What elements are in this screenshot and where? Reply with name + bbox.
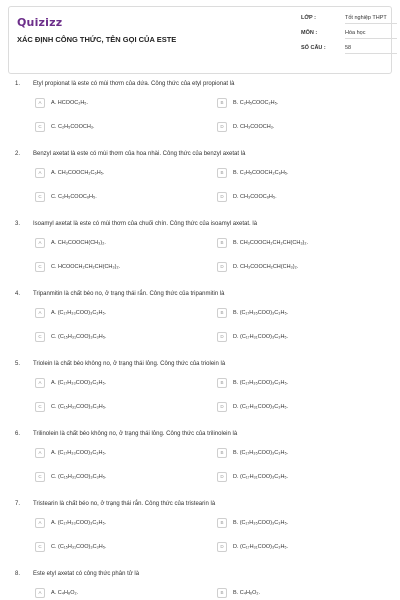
option-letter-box[interactable]: B [217,168,227,178]
option-letter-box[interactable]: A [35,448,45,458]
option-text: A. C₄H₈O₂. [51,589,79,596]
answer-option-d[interactable] [217,191,277,202]
answer-option-b[interactable] [217,377,288,388]
question-number: 8. [15,571,21,577]
option-letter-box[interactable]: D [217,332,227,342]
question-text: Este etyl axetat có công thức phân tử là [33,571,140,577]
option-letter-box[interactable]: C [35,402,45,412]
option-letter-box[interactable]: D [217,122,227,132]
question-count-label: SỐ CÂU : [301,45,326,51]
option-letter-box[interactable]: B [217,238,227,248]
option-letter-box[interactable]: C [35,262,45,272]
option-text: A. (C₁₇H₃₃COO)₃C₃H₅. [51,449,107,456]
option-text: A. (C₁₇H₃₃COO)₃C₃H₅. [51,309,107,316]
answer-option-a[interactable] [35,377,106,388]
option-letter-box[interactable]: A [35,168,45,178]
option-letter-box[interactable]: A [35,518,45,528]
option-letter-box[interactable]: A [35,588,45,598]
question-number: 7. [15,501,21,507]
answer-option-c[interactable] [35,261,120,272]
option-letter-box[interactable]: A [35,238,45,248]
option-text: C. HCOOCH₂CH₂CH(CH₃)₂. [51,263,121,270]
question-text: Benzyl axetat là este có mùi thơm của hoa nhài. Công thức của benzyl axetat là [33,151,246,157]
answer-option-a[interactable] [35,447,106,458]
option-text: D. CH₃COOCH₃. [233,123,275,130]
option-text: C. (C₁₅H₃₁COO)₃C₃H₅. [51,403,107,410]
question-item [0,568,400,600]
class-value: Tốt nghiệp THPT [345,15,397,24]
answer-option-d[interactable] [217,261,298,272]
worksheet-meta [301,15,397,60]
option-text: C. (C₁₅H₃₁COO)₃C₃H₅. [51,473,107,480]
answer-option-c[interactable] [35,191,97,202]
option-letter-box[interactable]: D [217,472,227,482]
answer-option-b[interactable] [217,307,288,318]
option-letter-box[interactable]: B [217,448,227,458]
option-text: B. (C₁₇H₃₅COO)₃C₃H₅. [233,519,289,526]
option-letter-box[interactable]: D [217,402,227,412]
option-letter-box[interactable]: B [217,98,227,108]
question-item [0,358,400,428]
answer-option-c[interactable] [35,121,95,132]
question-number: 6. [15,431,21,437]
option-text: C. (C₁₅H₃₁COO)₃C₃H₅. [51,333,107,340]
option-text: B. C₂H₅COOCH₂C₆H₅. [233,169,289,176]
question-text: Tripanmitin là chất béo no, ở trạng thái rắn. Công thức của tripanmitin là [33,291,225,297]
question-item [0,148,400,218]
option-text: D. CH₃COOC₆H₅. [233,193,277,200]
question-item [0,78,400,148]
option-letter-box[interactable]: D [217,542,227,552]
meta-subject-row [301,30,397,45]
option-letter-box[interactable]: C [35,332,45,342]
meta-class-row [301,15,397,30]
question-number: 3. [15,221,21,227]
answer-option-b[interactable] [217,517,288,528]
answer-option-d[interactable] [217,401,288,412]
page-title: XÁC ĐỊNH CÔNG THỨC, TÊN GỌI CỦA ESTE [17,35,177,44]
option-text: A. (C₁₇H₃₃COO)₃C₃H₅. [51,519,107,526]
option-letter-box[interactable]: D [217,262,227,272]
answer-option-a[interactable] [35,307,106,318]
question-item [0,498,400,568]
class-label: LỚP : [301,15,316,21]
question-text: Isoamyl axetat là este có mùi thơm của chuối chín. Công thức của isoamyl axetat. là [33,221,258,227]
question-text: Tristearin là chất béo no, ở trạng thái rắn. Công thức của tristearin là [33,501,216,507]
option-text: A. (C₁₇H₃₃COO)₃C₃H₅. [51,379,107,386]
question-item [0,288,400,358]
option-text: B. (C₁₇H₃₅COO)₃C₃H₅. [233,309,289,316]
answer-option-d[interactable] [217,331,288,342]
subject-value: Hóa học [345,30,397,39]
answer-option-b[interactable] [217,447,288,458]
option-text: D. (C₁₇H₃₁COO)₃C₃H₅. [233,473,289,480]
question-text: Trilinolein là chất béo không no, ở trạng thái lỏng. Công thức của trilinolein là [33,431,238,437]
answer-option-a[interactable] [35,97,88,108]
subject-label: MÔN : [301,30,318,36]
answer-option-a[interactable] [35,587,78,598]
question-count-value: 58 [345,45,397,54]
meta-count-row [301,45,397,60]
option-letter-box[interactable]: B [217,308,227,318]
answer-option-c[interactable] [35,401,107,412]
question-text: Triolein là chất béo không no, ở trạng thái lỏng. Công thức của triolein là [33,361,226,367]
answer-option-d[interactable] [217,471,288,482]
answer-option-c[interactable] [35,471,107,482]
option-letter-box[interactable]: D [217,192,227,202]
answer-option-d[interactable] [217,541,288,552]
option-text: A. CH₃COOCH(CH₃)₂. [51,239,106,246]
question-text: Etyl propionat là este có mùi thơm của dứa. Công thức của etyl propionat là [33,81,235,87]
option-letter-box[interactable]: A [35,308,45,318]
option-text: D. (C₁₇H₃₁COO)₃C₃H₅. [233,333,289,340]
question-item [0,218,400,288]
option-text: B. C₄H₆O₂. [233,589,261,596]
option-letter-box[interactable]: C [35,472,45,482]
worksheet-header [8,6,392,74]
answer-option-a[interactable] [35,167,104,178]
option-text: C. (C₁₅H₃₁COO)₃C₃H₅. [51,543,107,550]
option-text: D. (C₁₇H₃₁COO)₃C₃H₅. [233,543,289,550]
answer-option-d[interactable] [217,121,274,132]
quizizz-logo: Quizizz [17,16,63,29]
question-number: 1. [15,81,21,87]
question-number: 5. [15,361,21,367]
answer-option-c[interactable] [35,541,107,552]
question-item [0,428,400,498]
question-number: 2. [15,151,21,157]
option-text: B. (C₁₇H₃₅COO)₃C₃H₅. [233,449,289,456]
question-number: 4. [15,291,21,297]
option-letter-box[interactable]: A [35,98,45,108]
option-letter-box[interactable]: C [35,192,45,202]
option-letter-box[interactable]: A [35,378,45,388]
option-letter-box[interactable]: C [35,122,45,132]
option-text: C. C₂H₅COOC₆H₅. [51,193,97,200]
option-text: D. (C₁₇H₃₁COO)₃C₃H₅. [233,403,289,410]
option-text: A. HCOOC₂H₅. [51,99,89,106]
question-list [0,78,400,600]
answer-option-a[interactable] [35,517,106,528]
option-text: D. CH₃COOCH₂CH(CH₃)₂. [233,263,299,270]
option-letter-box[interactable]: B [217,518,227,528]
option-text: C. C₂H₅COOCH₃. [51,123,95,130]
option-text: B. CH₃COOCH₂CH₂CH(CH₃)₂. [233,239,309,246]
answer-option-b[interactable] [217,587,260,598]
option-text: B. C₂H₅COOC₂H₅. [233,99,279,106]
option-letter-box[interactable]: B [217,378,227,388]
option-letter-box[interactable]: C [35,542,45,552]
option-text: B. (C₁₇H₃₅COO)₃C₃H₅. [233,379,289,386]
answer-option-b[interactable] [217,167,289,178]
answer-option-b[interactable] [217,97,278,108]
answer-option-a[interactable] [35,237,106,248]
answer-option-b[interactable] [217,237,308,248]
option-text: A. CH₃COOCH₂C₆H₅. [51,169,105,176]
option-letter-box[interactable]: B [217,588,227,598]
answer-option-c[interactable] [35,331,107,342]
